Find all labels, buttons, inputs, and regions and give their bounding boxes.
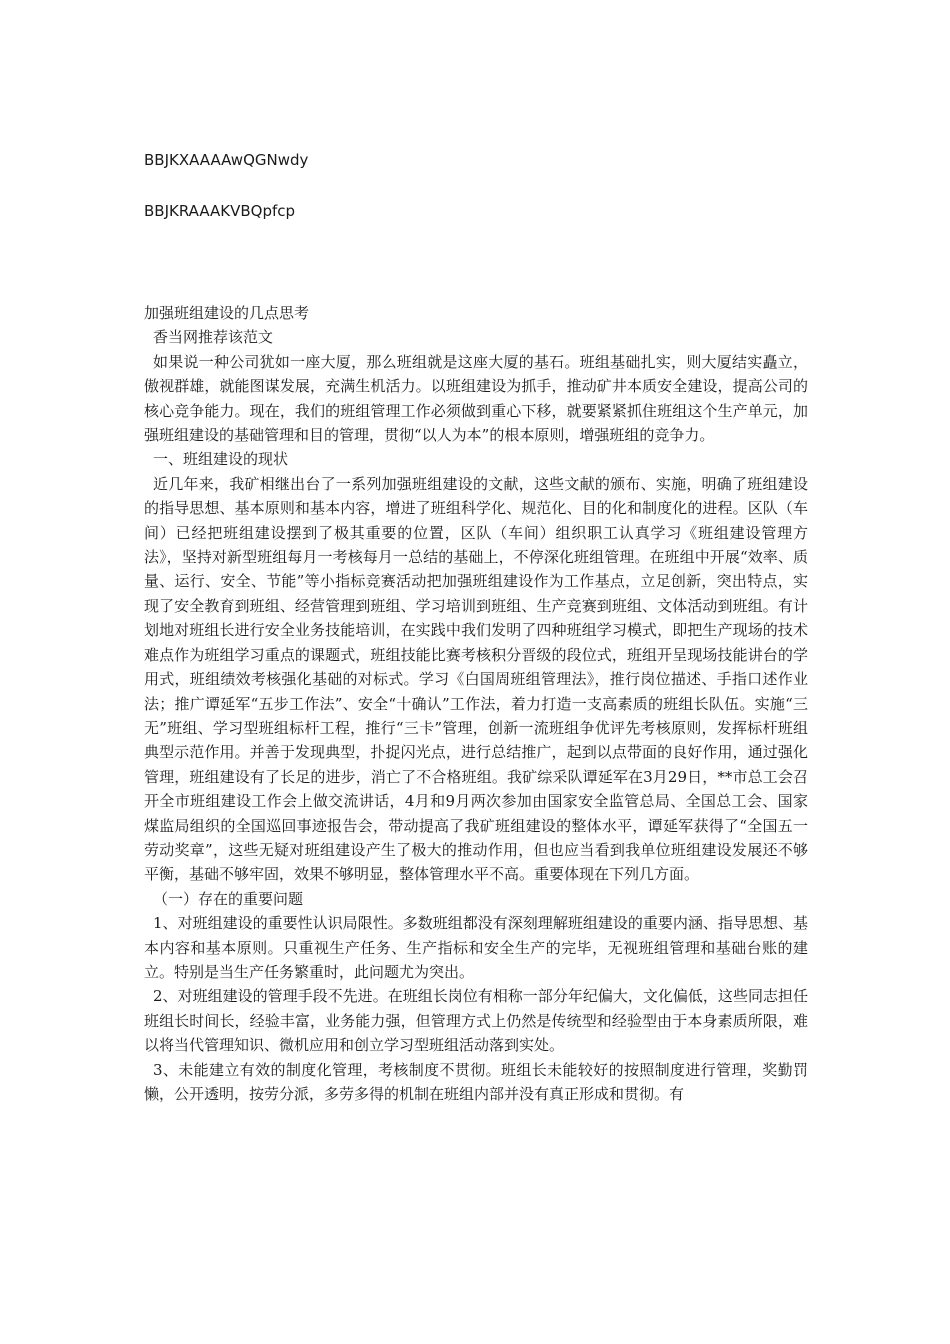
document-title: 加强班组建设的几点思考	[144, 304, 310, 322]
issue-paragraph-2: 2、对班组建设的管理手段不先进。在班组长岗位有相称一部分年纪偏大，文化偏低，这些同志担任班组长时间长，经验丰富，业务能力强，但管理方式上仍然是传统型和经验型由于本身素质所限，难以将当代管理知识、微机应用和创立学习型班组活动落到实处。	[144, 987, 808, 1055]
section1-paragraph: 近几年来，我矿相继出台了一系列加强班组建设的文献，这些文献的颁布、实施，明确了班组建设的指导思想、基本原则和基本内容，增进了班组科学化、规范化、目的化和制度化的进程。区队（车间）已经把班组建设摆到了极其重要的位置，区队（车间）组织职工认真学习《班组建设管理方法》，坚持对新型班组每月一考核每月一总结的基础上，不停深化班组管理。在班组中开展“效率、质量、运行、安全、节能”等小指标竞赛活动把加强班组建设作为工作基点，立足创新，突出特点，实现了安全教育到班组、经营管理到班组、学习培训到班组、生产竞赛到班组、文体活动到班组。有计划地对班组长进行安全业务技能培训，在实践中我们发明了四种班组学习模式，即把生产现场的技术难点作为班组学习重点的课题式，班组技能比赛考核积分晋级的段位式，班组开呈现场技能讲台的学用式，班组绩效考核强化基础的对标式。学习《白国周班组管理法》，推行岗位描述、手指口述作业法；推广谭延军“五步工作法”、安全“十确认”工作法，着力打造一支高素质的班组长队伍。实施“三无”班组、学习型班组标杆工程，推行“三卡”管理，创新一流班组争优评先考核原则，发挥标杆班组典型示范作用。并善于发现典型，扑捉闪光点，进行总结推广，起到以点带面的良好作用，通过强化管理，班组建设有了长足的进步，消亡了不合格班组。我矿综采队谭延军在3月29日，**市总工会召开全市班组建设工作会上做交流讲话，4月和9月两次参加由国家安全监管总局、全国总工会、国家煤监局组织的全国巡回事迹报告会，带动提高了我矿班组建设的整体水平，谭延军获得了“全国五一劳动奖章”，这些无疑对班组建设产生了极大的推动作用，但也应当看到我单位班组建设发展还不够平衡，基础不够牢固，效果不够明显，整体管理水平不高。重要体现在下列几方面。	[144, 474, 808, 884]
document-body	[144, 301, 808, 1106]
header-code-2: BBJKRAAAKVBQpfcp	[144, 202, 296, 220]
section1-heading: 一、班组建设的现状	[153, 450, 289, 469]
issue-paragraph-3: 3、未能建立有效的制度化管理，考核制度不贯彻。班组长未能较好的按照制度进行管理，奖勤罚懒，公开透明，按劳分派，多劳多得的机制在班组内部并没有真正形成和贯彻。有	[144, 1060, 808, 1103]
issue-paragraph-1: 1、对班组建设的重要性认识局限性。多数班组都没有深刻理解班组建设的重要内涵、指导思想、基本内容和基本原则。只重视生产任务、生产指标和安全生产的完毕，无视班组管理和基础台账的建立。特别是当生产任务繁重时，此问题尤为突出。	[144, 914, 808, 981]
recommend-line: 香当网推荐该范文	[153, 328, 274, 347]
intro-paragraph: 如果说一种公司犹如一座大厦，那么班组就是这座大厦的基石。班组基础扎实，则大厦结实矗立，傲视群雄，就能图谋发展，充满生机活力。以班组建设为抓手，推动矿井本质安全建设，提高公司的核心竞争能力。现在，我们的班组管理工作必须做到重心下移，就要紧紧抓住班组这个生产单元，加强班组建设的基础管理和目的管理，贯彻“以人为本”的根本原则，增强班组的竞争力。	[144, 352, 808, 445]
header-code-1: BBJKXAAAAwQGNwdy	[144, 151, 309, 169]
subsection-heading: （一）存在的重要问题	[153, 889, 304, 908]
